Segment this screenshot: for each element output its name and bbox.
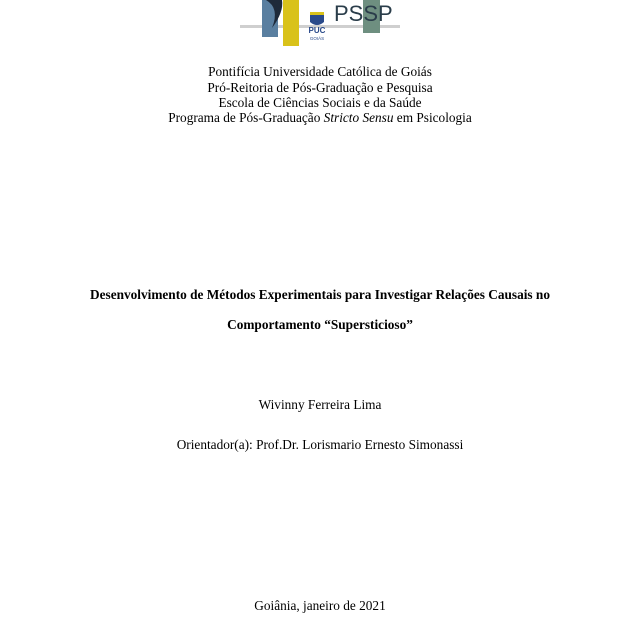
school-name: Escola de Ciências Sociais e da Saúde (218, 95, 422, 110)
thesis-title-line1: Desenvolvimento de Métodos Experimentais para Investigar Relações Causais no (90, 287, 550, 302)
goias-text: GOIÁS (309, 36, 325, 41)
author-name: Wivinny Ferreira Lima (258, 397, 382, 412)
university-name: Pontifícia Universidade Católica de Goiás (208, 64, 432, 79)
program-suffix: em Psicologia (393, 110, 472, 125)
thesis-title-line2: Comportamento “Supersticioso” (227, 317, 413, 332)
program-name (0, 110, 640, 126)
pro-rectory: Pró-Reitoria de Pós-Graduação e Pesquisa (207, 80, 433, 95)
logo-yellow-bar (283, 0, 299, 46)
program-prefix: Programa de Pós-Graduação (168, 110, 324, 125)
pssp-text: PSSP (334, 1, 393, 26)
place-date: Goiânia, janeiro de 2021 (254, 598, 386, 613)
puc-shield-icon (310, 14, 324, 25)
advisor: Orientador(a): Prof.Dr. Lorismario Ernesto Simonassi (176, 437, 464, 452)
puc-text: PUC (308, 26, 326, 35)
logo-graphic (0, 0, 640, 50)
pssp-logo (0, 0, 640, 50)
program-italic: Stricto Sensu (323, 110, 394, 125)
